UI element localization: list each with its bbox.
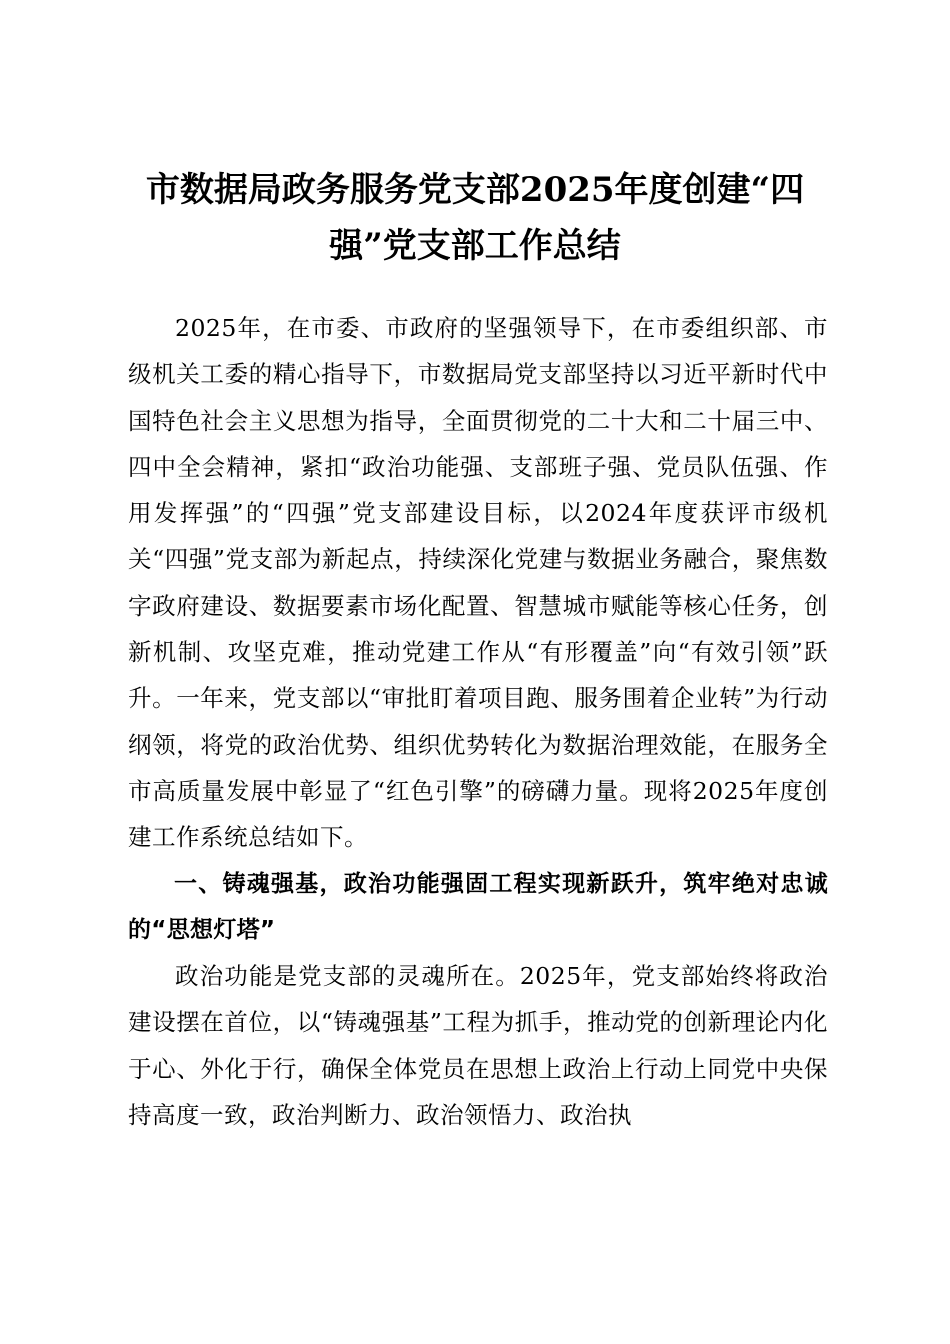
section-1-paragraph: 政治功能是党支部的灵魂所在。2025年，党支部始终将政治建设摆在首位，以“铸魂强基”工程为抓手，推动党的创新理论内化于心、外化于行，确保全体党员在思想上政治上行动上同党中央保持高度一致，政治判断力、政治领悟力、政治执: [128, 962, 828, 1130]
section-heading-1: 一、铸魂强基，政治功能强固工程实现新跃升，筑牢绝对忠诚的“思想灯塔”: [128, 870, 828, 943]
document-title: 市数据局政务服务党支部2025年度创建“四强”党支部工作总结: [145, 170, 805, 266]
document-body: [128, 305, 828, 1138]
intro-paragraph: 2025年，在市委、市政府的坚强领导下，在市委组织部、市级机关工委的精心指导下，市数据局党支部坚持以习近平新时代中国特色社会主义思想为指导，全面贯彻党的二十大和二十届三中、四中全会精神，紧扣“政治功能强、支部班子强、党员队伍强、作用发挥强”的“四强”党支部建设目标，以2024年度获评市级机关“四强”党支部为新起点，持续深化党建与数据业务融合，聚焦数字政府建设、数据要素市场化配置、智慧城市赋能等核心任务，创新机制、攻坚克难，推动党建工作从“有形覆盖”向“有效引领”跃升。一年来，党支部以“审批盯着项目跑、服务围着企业转”为行动纲领，将党的政治优势、组织优势转化为数据治理效能，在服务全市高质量发展中彰显了“红色引擎”的磅礴力量。现将2025年度创建工作系统总结如下。: [128, 314, 828, 852]
